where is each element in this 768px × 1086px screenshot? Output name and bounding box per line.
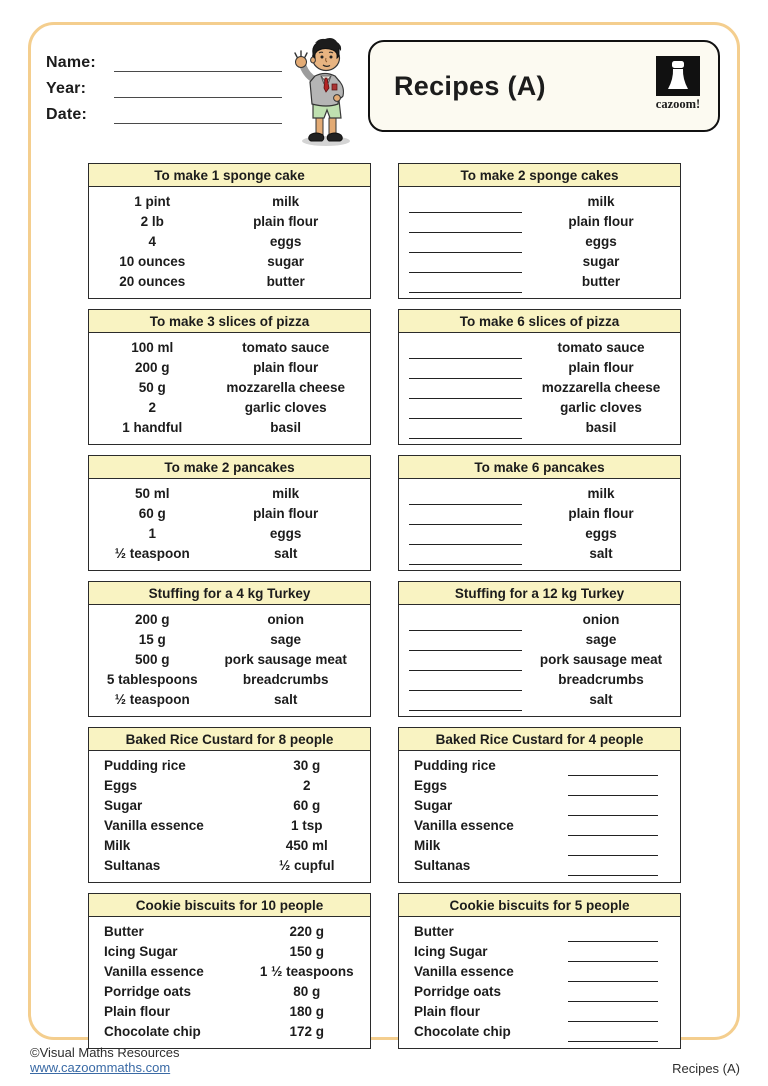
recipe-box-title: To make 6 pancakes (399, 456, 680, 479)
recipe-boxes-grid (88, 163, 681, 1049)
ingredient-label: Butter (414, 924, 454, 939)
ingredient-label: basil (270, 420, 302, 435)
ingredient-label: Sugar (414, 798, 453, 813)
recipe-row (399, 378, 680, 398)
recipe-box-title: Stuffing for a 4 kg Turkey (89, 582, 370, 605)
ingredient-label: sugar (267, 254, 305, 269)
answer-blank-line[interactable] (409, 345, 522, 359)
recipe-row (89, 338, 370, 358)
recipe-row (399, 816, 680, 836)
recipe-box-body (399, 333, 680, 444)
ingredient-label: garlic cloves (244, 400, 327, 415)
recipe-row (399, 942, 680, 962)
recipe-row (89, 922, 370, 942)
ingredient-label: plain flour (253, 360, 319, 375)
ingredient-label: breadcrumbs (242, 672, 329, 687)
answer-blank-line[interactable] (568, 928, 658, 942)
recipe-row (399, 836, 680, 856)
quantity-value: 200 g (134, 612, 170, 627)
recipe-row (399, 856, 680, 876)
ingredient-label: Sugar (104, 798, 143, 813)
ingredient-label: garlic cloves (560, 400, 642, 415)
recipe-row (89, 756, 370, 776)
page-title: Recipes (A) (394, 70, 546, 101)
ingredient-label: Butter (104, 924, 144, 939)
quantity-value: 5 tablespoons (106, 672, 198, 687)
recipe-box-body (399, 605, 680, 716)
quantity-value: 15 g (138, 632, 166, 647)
recipe-row (399, 192, 680, 212)
quantity-value: 4 (148, 234, 156, 249)
ingredient-label: sage (585, 632, 617, 647)
recipe-row (89, 856, 370, 876)
name-field-label: Name: (46, 54, 96, 71)
recipe-box (88, 727, 371, 883)
quantity-value: 50 ml (134, 486, 170, 501)
quantity-value: 2 (303, 778, 311, 793)
recipe-box (398, 727, 681, 883)
footer-credits (30, 1045, 180, 1075)
quantity-value: 180 g (289, 1004, 325, 1019)
ingredient-label: Vanilla essence (414, 818, 514, 833)
recipe-row (89, 232, 370, 252)
name-field-line[interactable] (114, 54, 282, 72)
recipe-box-title: Stuffing for a 12 kg Turkey (399, 582, 680, 605)
answer-blank-line[interactable] (568, 762, 658, 776)
answer-blank-line[interactable] (568, 782, 658, 796)
recipe-row (399, 650, 680, 670)
ingredient-label: Eggs (104, 778, 138, 793)
recipe-row (399, 338, 680, 358)
recipe-box-body (89, 917, 370, 1048)
ingredient-label: Plain flour (414, 1004, 481, 1019)
recipe-row (399, 272, 680, 292)
cazoom-logo-icon (655, 56, 701, 96)
recipe-row (89, 982, 370, 1002)
ingredient-label: Milk (414, 838, 441, 853)
answer-blank-line[interactable] (409, 677, 522, 691)
recipe-box-title: Cookie biscuits for 5 people (399, 894, 680, 917)
ingredient-label: salt (589, 692, 613, 707)
ingredient-label: pork sausage meat (224, 652, 347, 667)
ingredient-label: onion (582, 612, 620, 627)
quantity-value: 1 tsp (291, 818, 323, 833)
name-field (46, 46, 282, 72)
copyright-text: ©Visual Maths Resources (30, 1045, 180, 1060)
ingredient-label: butter (266, 274, 305, 289)
recipe-row (89, 272, 370, 292)
recipe-box (398, 581, 681, 717)
recipe-box-title: To make 2 pancakes (89, 456, 370, 479)
answer-blank-line[interactable] (409, 219, 522, 233)
ingredient-label: salt (274, 692, 298, 707)
worksheet-title-box (368, 40, 720, 132)
recipe-row (89, 524, 370, 544)
quantity-value: 1 pint (134, 194, 171, 209)
ingredient-label: sugar (582, 254, 620, 269)
ingredient-label: Icing Sugar (414, 944, 488, 959)
recipe-row (89, 484, 370, 504)
recipe-row (89, 398, 370, 418)
recipe-row (399, 212, 680, 232)
recipe-row (89, 690, 370, 710)
ingredient-label: salt (589, 546, 613, 561)
date-field (46, 98, 282, 124)
recipe-row (89, 816, 370, 836)
recipe-row (399, 776, 680, 796)
quantity-value: 80 g (293, 984, 321, 999)
answer-blank-line[interactable] (409, 531, 522, 545)
recipe-row (89, 630, 370, 650)
answer-blank-line[interactable] (568, 842, 658, 856)
cazoommaths-link[interactable]: www.cazoommaths.com (30, 1060, 171, 1075)
ingredient-label: Milk (104, 838, 131, 853)
answer-blank-line[interactable] (568, 862, 658, 876)
recipe-box-body (399, 917, 680, 1048)
quantity-value: ½ teaspoon (114, 546, 190, 561)
recipe-box (88, 455, 371, 571)
ingredient-label: pork sausage meat (539, 652, 663, 667)
ingredient-label: breadcrumbs (558, 672, 644, 687)
recipe-box-body (89, 605, 370, 716)
quantity-value: 150 g (289, 944, 325, 959)
student-character-illustration (288, 28, 360, 150)
recipe-box-body (89, 333, 370, 444)
recipe-box (398, 455, 681, 571)
answer-blank-line[interactable] (568, 822, 658, 836)
recipe-row (89, 504, 370, 524)
ingredient-label: Porridge oats (104, 984, 192, 999)
recipe-box-title: Cookie biscuits for 10 people (89, 894, 370, 917)
recipe-box-body (399, 751, 680, 882)
recipe-box-title: Baked Rice Custard for 8 people (89, 728, 370, 751)
recipe-row (399, 962, 680, 982)
ingredient-label: milk (272, 194, 300, 209)
recipe-row (89, 796, 370, 816)
quantity-value: 20 ounces (119, 274, 186, 289)
recipe-row (89, 610, 370, 630)
ingredient-label: Sultanas (414, 858, 471, 873)
recipe-row (89, 670, 370, 690)
recipe-row (89, 192, 370, 212)
answer-blank-line[interactable] (409, 365, 522, 379)
cazoom-logo-text: cazoom! (655, 97, 701, 111)
recipe-row (399, 524, 680, 544)
recipe-row (89, 962, 370, 982)
recipe-row (399, 670, 680, 690)
recipe-row (89, 776, 370, 796)
footer-page-label: Recipes (A) (672, 1061, 740, 1076)
ingredient-label: Icing Sugar (104, 944, 178, 959)
ingredient-label: Pudding rice (104, 758, 186, 773)
recipe-box-title: To make 3 slices of pizza (89, 310, 370, 333)
ingredient-label: Porridge oats (414, 984, 502, 999)
ingredient-label: mozzarella cheese (226, 380, 345, 395)
quantity-value: 60 g (138, 506, 166, 521)
ingredient-label: Pudding rice (414, 758, 496, 773)
quantity-value: 450 ml (285, 838, 328, 853)
ingredient-label: Vanilla essence (104, 818, 204, 833)
quantity-value: 220 g (289, 924, 325, 939)
date-field-line[interactable] (114, 106, 282, 124)
recipe-box-title: To make 2 sponge cakes (399, 164, 680, 187)
recipe-row (89, 942, 370, 962)
recipe-row (399, 252, 680, 272)
ingredient-label: plain flour (568, 214, 634, 229)
ingredient-label: tomato sauce (242, 340, 330, 355)
recipe-row (399, 358, 680, 378)
recipe-box (398, 893, 681, 1049)
recipe-box-body (89, 479, 370, 570)
ingredient-label: basil (585, 420, 617, 435)
recipe-row (399, 1002, 680, 1022)
recipe-row (399, 796, 680, 816)
ingredient-label: Chocolate chip (104, 1024, 201, 1039)
answer-blank-line[interactable] (409, 657, 522, 671)
answer-blank-line[interactable] (409, 551, 522, 565)
answer-blank-line[interactable] (568, 988, 658, 1002)
answer-blank-line[interactable] (409, 385, 522, 399)
cazoom-logo (652, 56, 704, 112)
ingredient-label: eggs (585, 234, 617, 249)
answer-blank-line[interactable] (409, 259, 522, 273)
recipe-row (89, 1002, 370, 1022)
answer-blank-line[interactable] (568, 968, 658, 982)
recipe-row (399, 484, 680, 504)
ingredient-label: Plain flour (104, 1004, 171, 1019)
quantity-value: 50 g (138, 380, 166, 395)
year-field (46, 72, 282, 98)
recipe-row (399, 418, 680, 438)
recipe-row (399, 982, 680, 1002)
recipe-row (399, 630, 680, 650)
answer-blank-line[interactable] (409, 425, 522, 439)
ingredient-label: eggs (269, 526, 302, 541)
recipe-box (88, 163, 371, 299)
answer-blank-line[interactable] (409, 511, 522, 525)
ingredient-label: plain flour (253, 506, 319, 521)
recipe-box-title: To make 6 slices of pizza (399, 310, 680, 333)
quantity-value: 60 g (293, 798, 321, 813)
answer-blank-line[interactable] (409, 637, 522, 651)
answer-blank-line[interactable] (409, 697, 522, 711)
ingredient-label: eggs (269, 234, 302, 249)
ingredient-label: onion (267, 612, 305, 627)
recipe-row (399, 922, 680, 942)
ingredient-label: Sultanas (104, 858, 161, 873)
quantity-value: 1 handful (122, 420, 183, 435)
recipe-row (89, 358, 370, 378)
recipe-row (89, 418, 370, 438)
quantity-value: ½ teaspoon (114, 692, 190, 707)
quantity-value: 10 ounces (119, 254, 186, 269)
ingredient-label: Chocolate chip (414, 1024, 511, 1039)
ingredient-label: milk (587, 486, 615, 501)
ingredient-label: Vanilla essence (414, 964, 514, 979)
recipe-row (399, 504, 680, 524)
ingredient-label: Eggs (414, 778, 448, 793)
year-field-line[interactable] (114, 80, 282, 98)
quantity-value: 1 (148, 526, 156, 541)
ingredient-label: salt (274, 546, 298, 561)
recipe-row (399, 610, 680, 630)
recipe-row (89, 212, 370, 232)
ingredient-label: butter (581, 274, 621, 289)
recipe-box-title: To make 1 sponge cake (89, 164, 370, 187)
ingredient-label: mozzarella cheese (541, 380, 661, 395)
answer-blank-line[interactable] (409, 279, 522, 293)
recipe-box-title: Baked Rice Custard for 4 people (399, 728, 680, 751)
recipe-box (398, 163, 681, 299)
ingredient-label: tomato sauce (557, 340, 645, 355)
ingredient-label: plain flour (568, 360, 634, 375)
answer-blank-line[interactable] (409, 405, 522, 419)
recipe-box-body (399, 187, 680, 298)
answer-blank-line[interactable] (409, 199, 522, 213)
quantity-value: 2 (148, 400, 156, 415)
recipe-row (89, 378, 370, 398)
quantity-value: 30 g (293, 758, 321, 773)
recipe-row (89, 544, 370, 564)
recipe-box (88, 309, 371, 445)
recipe-row (399, 1022, 680, 1042)
quantity-value: 500 g (134, 652, 170, 667)
ingredient-label: eggs (585, 526, 617, 541)
quantity-value: 100 ml (131, 340, 174, 355)
ingredient-label: plain flour (253, 214, 319, 229)
recipe-row (399, 232, 680, 252)
recipe-box-body (399, 479, 680, 570)
quantity-value: 200 g (134, 360, 170, 375)
ingredient-label: plain flour (568, 506, 634, 521)
answer-blank-line[interactable] (409, 617, 522, 631)
date-field-label: Date: (46, 106, 88, 123)
recipe-box (398, 309, 681, 445)
recipe-row (89, 1022, 370, 1042)
answer-blank-line[interactable] (568, 1008, 658, 1022)
answer-blank-line[interactable] (568, 948, 658, 962)
waving-hand (295, 51, 307, 68)
ingredient-label: sage (270, 632, 302, 647)
recipe-row (89, 650, 370, 670)
ingredient-label: milk (272, 486, 300, 501)
quantity-value: ½ cupful (279, 858, 335, 873)
ingredient-label: Vanilla essence (104, 964, 204, 979)
year-field-label: Year: (46, 80, 87, 97)
answer-blank-line[interactable] (568, 1028, 658, 1042)
recipe-row (399, 544, 680, 564)
recipe-box-body (89, 187, 370, 298)
recipe-box (88, 893, 371, 1049)
recipe-row (399, 756, 680, 776)
answer-blank-line[interactable] (409, 239, 522, 253)
recipe-box-body (89, 751, 370, 882)
quantity-value: 1 ½ teaspoons (259, 964, 354, 979)
quantity-value: 2 lb (140, 214, 164, 229)
ingredient-label: milk (587, 194, 615, 209)
header-fields (46, 46, 282, 124)
answer-blank-line[interactable] (409, 491, 522, 505)
quantity-value: 172 g (289, 1024, 325, 1039)
recipe-row (399, 398, 680, 418)
recipe-box (88, 581, 371, 717)
recipe-row (89, 252, 370, 272)
recipe-row (89, 836, 370, 856)
recipe-row (399, 690, 680, 710)
answer-blank-line[interactable] (568, 802, 658, 816)
